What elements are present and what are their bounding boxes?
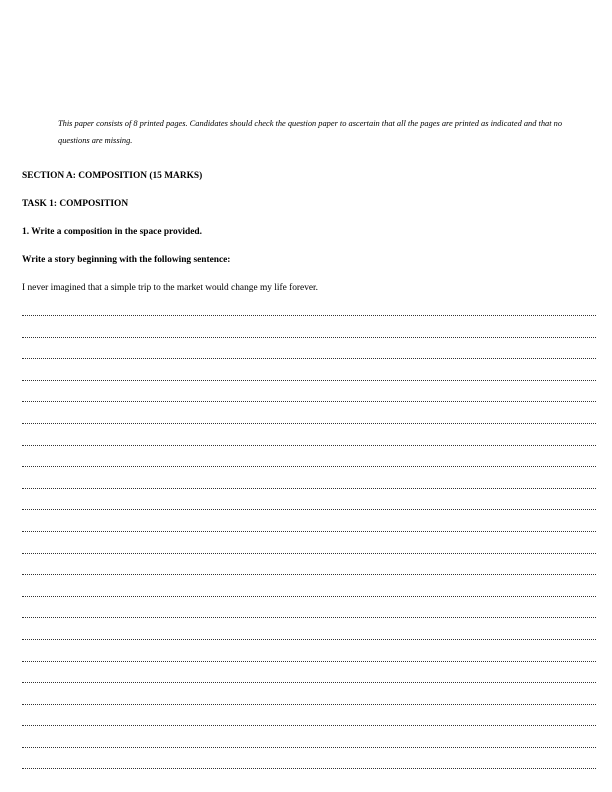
instructions-notice: This paper consists of 8 printed pages. Candidates should check the question paper to ascertain that all the pages are printed as indicated and that no questions are missing. <box>58 119 563 145</box>
task-heading: TASK 1: COMPOSITION <box>22 199 129 209</box>
writing-line[interactable] <box>22 704 596 705</box>
opening-sentence: I never imagined that a simple trip to the market would change my life forever. <box>22 283 318 293</box>
writing-area[interactable] <box>22 315 596 790</box>
writing-line[interactable] <box>22 682 596 683</box>
question-heading: 1. Write a composition in the space provided. <box>22 227 202 237</box>
writing-line[interactable] <box>22 574 596 575</box>
writing-line[interactable] <box>22 445 596 446</box>
writing-line[interactable] <box>22 617 596 618</box>
writing-line[interactable] <box>22 423 596 424</box>
writing-line[interactable] <box>22 768 596 769</box>
writing-line[interactable] <box>22 661 596 662</box>
writing-line[interactable] <box>22 488 596 489</box>
writing-line[interactable] <box>22 725 596 726</box>
writing-line[interactable] <box>22 596 596 597</box>
writing-line[interactable] <box>22 358 596 359</box>
writing-line[interactable] <box>22 553 596 554</box>
writing-line[interactable] <box>22 315 596 316</box>
writing-line[interactable] <box>22 639 596 640</box>
section-heading: SECTION A: COMPOSITION (15 MARKS) <box>22 171 203 181</box>
writing-line[interactable] <box>22 747 596 748</box>
writing-line[interactable] <box>22 466 596 467</box>
writing-line[interactable] <box>22 509 596 510</box>
story-instruction: Write a story beginning with the following sentence: <box>22 255 231 265</box>
writing-line[interactable] <box>22 401 596 402</box>
writing-line[interactable] <box>22 380 596 381</box>
writing-line[interactable] <box>22 531 596 532</box>
writing-line[interactable] <box>22 337 596 338</box>
